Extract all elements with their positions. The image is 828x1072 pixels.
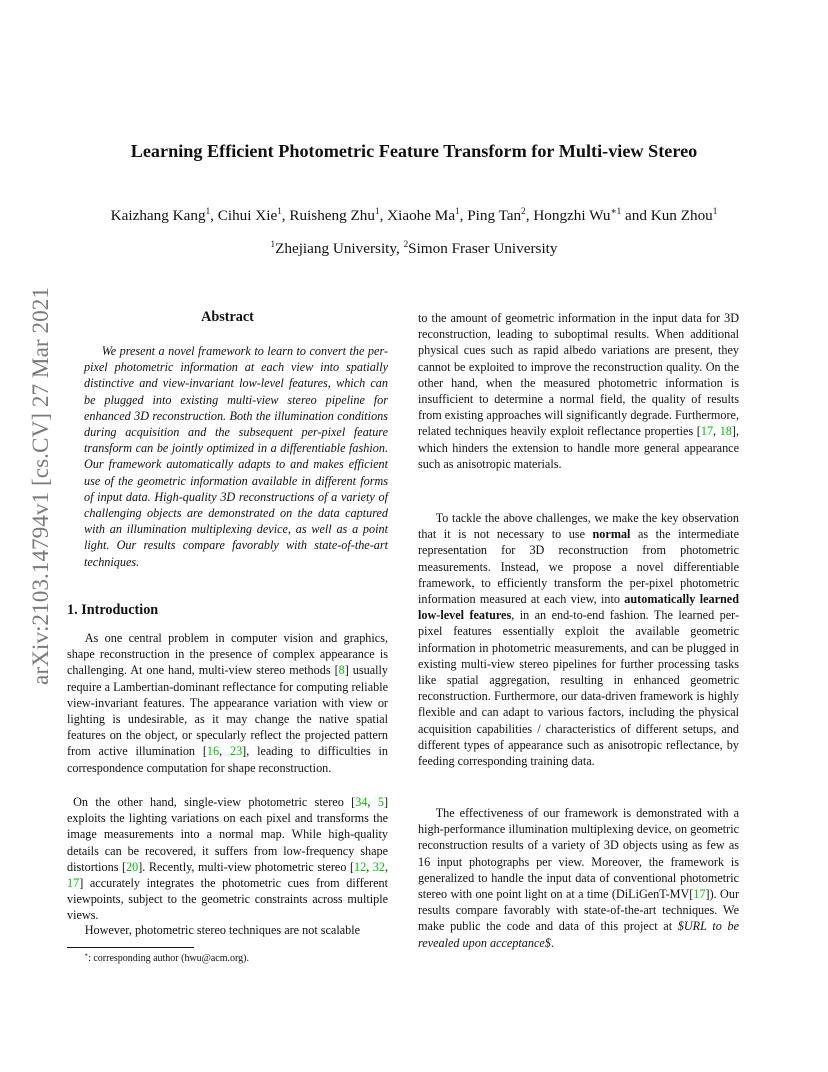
paragraph-text: , (366, 859, 373, 874)
citation-link[interactable]: 8 (338, 663, 345, 678)
author-name: Ping Tan (467, 207, 522, 224)
citation-link[interactable]: 32 (372, 859, 385, 874)
author-separator: , (379, 207, 388, 224)
paragraph-text: The effectiveness of our framework is demonstrated with a high-performance illumination multiplexing device, on geometric reconstruction results of a variety of 3D objects using as few as 16 input photographs per view. Moreover, the framework is generalized to handle the input data of conventional photometric stereo with one point light on at a time (DiLiGenT-MV[ (418, 806, 739, 902)
author-name: Cihui Xie (217, 207, 278, 224)
citation-link[interactable]: 23 (229, 744, 243, 759)
footnote-text: : corresponding author (hwu@acm.org). (88, 953, 250, 964)
affiliations (40, 240, 788, 258)
author-name: Kun Zhou (650, 207, 713, 224)
paragraph-text: as the intermediate representation for 3D reconstruction from photometric measurements. Instead, we propose a novel differentiable framework, to efficiently transform the per-pixel photometric information measured at each view, into (418, 527, 739, 607)
affiliation-name: Simon Fraser University (408, 240, 558, 257)
citation-link[interactable]: 17 (693, 887, 706, 902)
author-separator: , (525, 207, 534, 224)
paragraph-text: ], which hinders the extension to handle more general appearance such as anisotropic materials. (418, 424, 739, 471)
paragraph-text: ]. Recently, multi-view photometric stereo [ (138, 859, 355, 874)
citation-link[interactable]: 17 (67, 876, 80, 891)
author-list (40, 207, 788, 225)
author-affiliation-mark: ∗1 (610, 205, 622, 216)
emphasis-learned-features: automatically learned low-level features (418, 592, 739, 623)
arxiv-identifier-stamp (20, 285, 58, 685)
paragraph-text: On the other hand, single-view photometric stereo [ (73, 795, 356, 809)
paper-title: Learning Efficient Photometric Feature Transform for Multi-view Stereo (130, 141, 698, 161)
paragraph-text: to the amount of geometric information in the input data for 3D reconstruction, leading to suboptimal results. When additional physical cues such as rapid albedo variations are present, they cannot be exploited to improve the reconstruction quality. On the other hand, when the measured photometric information is insufficient to determine a normal field, the quality of results from existing approaches will significantly degrade. Furthermore, related techniques heavily exploit reflectance properties [ (418, 311, 739, 439)
paragraph-text: , in an end-to-end fashion. The learned per-pixel features essentially exploit the available geometric information in photometric measurements, and can be plugged in existing multi-view stereo pipelines for further processing tasks like spatial aggregation, resulting in enhanced geometric reconstruction. Furthermore, our data-driven framework is highly flexible and can adapt to various factors, including the physical acquisition capabilities / characteristics of different setups, and different types of appearance such as anisotropic reflectance, by feeding corresponding training data. (418, 608, 740, 769)
author-separator: , (459, 207, 468, 224)
emphasis-normal: normal (592, 527, 631, 542)
abstract-text: We present a novel framework to learn to convert the per-pixel photometric information at each view into spatially distinctive and view-invariant low-level features, which can be plugged into existing multi-view stereo pipeline for enhanced 3D reconstruction. Both the illumination conditions during acquisition and the subsequent per-pixel feature transform can be jointly optimized in a differentiable fashion. Our framework automatically adapts to and makes efficient use of the geometric information available in different forms of input data. High-quality 3D reconstructions of a variety of challenging objects are demonstrated on the data captured with an illumination multiplexing device, as well as a point light. Our results compare favorably with state-of-the-art techniques. (84, 344, 388, 569)
author-name: Ruisheng Zhu (289, 207, 375, 224)
paragraph-text: , (384, 859, 388, 874)
author-separator: and (621, 207, 651, 224)
affiliation-name: Zhejiang University, (275, 240, 404, 257)
author-separator: , (281, 207, 290, 224)
paragraph-text: ]). Our results compare favorably with state-of-the-art techniques. We make public the code and data of this project at (418, 887, 740, 934)
citation-link[interactable]: 34 (355, 795, 368, 809)
intro-paragraph-3 (67, 922, 388, 938)
author-name: Hongzhi Wu (533, 207, 611, 224)
author-affiliation-mark: 1 (455, 205, 460, 216)
intro-paragraph-1 (67, 630, 388, 776)
right-paragraph-3 (418, 805, 739, 951)
citation-link[interactable]: 5 (377, 795, 384, 809)
url-placeholder: $URL to be revealed upon acceptance$ (418, 919, 739, 950)
right-paragraph-1 (418, 310, 739, 472)
citation-link[interactable]: 16 (206, 744, 220, 759)
citation-link[interactable]: 17 (700, 424, 714, 439)
paragraph-text: . (550, 935, 554, 950)
author-affiliation-mark: 1 (205, 205, 211, 216)
author-separator: , (210, 207, 218, 224)
section-heading-introduction: 1. Introduction (67, 602, 159, 618)
citation-link[interactable]: 12 (354, 859, 367, 874)
paragraph-text: , (219, 744, 230, 759)
intro-paragraph-2 (67, 794, 388, 924)
paragraph-text: To tackle the above challenges, we make the key observation that it is not necessary to use (418, 511, 739, 542)
paragraph-text: As one central problem in computer vision and graphics, shape reconstruction in the presence of complex appearance is challenging. At one hand, multi-view stereo methods [ (67, 631, 388, 678)
paragraph-text: ], leading to difficulties in correspondence computation for shape reconstruction. (67, 744, 388, 775)
affiliation-mark: 2 (403, 238, 409, 249)
arxiv-stamp-text: arXiv:2103.14794v1 [cs.CV] 27 Mar 2021 (28, 285, 54, 685)
paragraph-text: , (713, 424, 720, 439)
paragraph-text: , (367, 795, 378, 809)
author-affiliation-mark: 1 (277, 205, 282, 216)
author-name: Xiaohe Ma (387, 207, 456, 224)
author-affiliation-mark: 1 (712, 205, 718, 216)
author-name: Kaizhang Kang (110, 207, 206, 224)
paragraph-text: ] accurately integrates the photometric cues from different viewpoints, subject to the geometric constraints across multiple views. (67, 876, 388, 923)
footnote-mark: ∗ (84, 952, 89, 959)
abstract-heading: Abstract (201, 309, 254, 325)
paragraph-text: ] usually require a Lambertian-dominant reflectance for computing reliable view-invariant features. The appearance variation with view or lighting is undesirable, as it may change the native spatial features on the object, or specularly reflect the projected pattern from active illumination [ (67, 663, 388, 759)
author-affiliation-mark: 2 (521, 205, 526, 216)
affiliation-mark: 1 (270, 238, 276, 249)
footnote-rule (67, 947, 194, 948)
citation-link[interactable]: 18 (719, 424, 732, 439)
author-affiliation-mark: 1 (375, 205, 380, 216)
paragraph-text: ] exploits the lighting variations on each pixel and transforms the image measurements into a normal map. While high-quality details can be recovered, it suffers from low-frequency shape distortions [ (67, 795, 389, 874)
citation-link[interactable]: 20 (126, 859, 139, 874)
paragraph-text: However, photometric stereo techniques are not scalable (84, 923, 361, 937)
right-paragraph-2 (418, 510, 739, 769)
footnote (84, 953, 249, 964)
